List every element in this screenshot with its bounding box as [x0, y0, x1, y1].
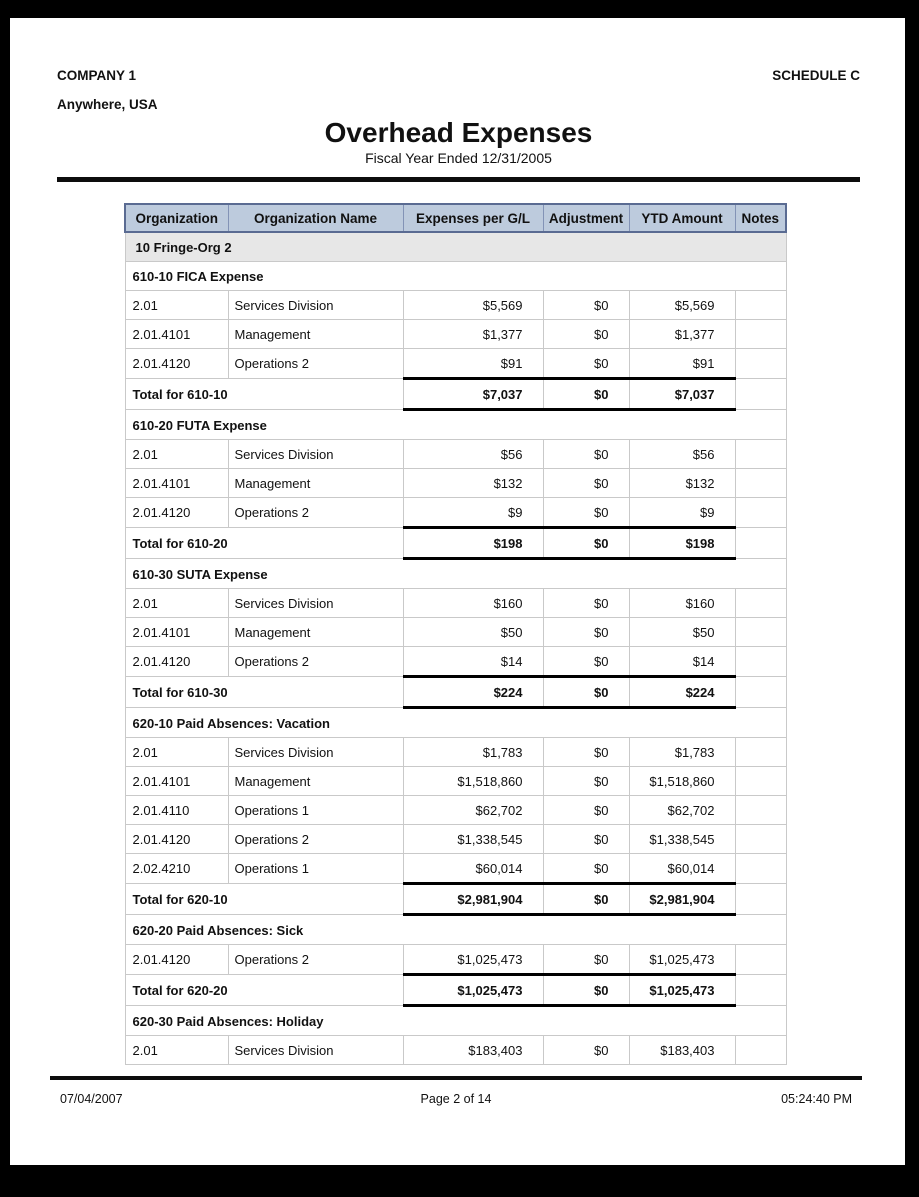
- name-cell: Management: [228, 618, 403, 647]
- ytd-cell: $1,377: [629, 320, 735, 349]
- org-group-label: 10 Fringe-Org 2: [125, 232, 786, 262]
- org-cell: 2.01.4101: [125, 767, 228, 796]
- expenses-cell: $1,338,545: [403, 825, 543, 854]
- total-adjustment-cell: $0: [543, 379, 629, 410]
- table-row: [125, 349, 786, 379]
- notes-cell: [735, 320, 786, 349]
- expenses-cell: $5,569: [403, 291, 543, 320]
- overhead-expenses-table: [124, 203, 787, 1065]
- adjustment-cell: $0: [543, 618, 629, 647]
- company-address: Anywhere, USA: [57, 97, 158, 112]
- total-ytd-cell: $2,981,904: [629, 884, 735, 915]
- notes-cell: [735, 854, 786, 884]
- notes-cell: [735, 825, 786, 854]
- notes-cell: [735, 349, 786, 379]
- table-row: [125, 469, 786, 498]
- table-row: [125, 440, 786, 469]
- name-cell: Management: [228, 767, 403, 796]
- expenses-cell: $1,518,860: [403, 767, 543, 796]
- org-cell: 2.01: [125, 440, 228, 469]
- total-expenses-cell: $2,981,904: [403, 884, 543, 915]
- table-row: [125, 767, 786, 796]
- total-label: Total for 620-10: [125, 884, 403, 915]
- notes-cell: [735, 677, 786, 708]
- expenses-cell: $1,377: [403, 320, 543, 349]
- adjustment-cell: $0: [543, 349, 629, 379]
- col-header-expenses-per-g-l: Expenses per G/L: [403, 204, 543, 232]
- total-ytd-cell: $224: [629, 677, 735, 708]
- total-ytd-cell: $198: [629, 528, 735, 559]
- total-expenses-cell: $198: [403, 528, 543, 559]
- notes-cell: [735, 647, 786, 677]
- name-cell: Operations 2: [228, 647, 403, 677]
- adjustment-cell: $0: [543, 767, 629, 796]
- org-cell: 2.01.4120: [125, 825, 228, 854]
- adjustment-cell: $0: [543, 738, 629, 767]
- name-cell: Management: [228, 320, 403, 349]
- org-group-row: [125, 232, 786, 262]
- adjustment-cell: $0: [543, 320, 629, 349]
- adjustment-cell: $0: [543, 291, 629, 320]
- expenses-cell: $14: [403, 647, 543, 677]
- notes-cell: [735, 1036, 786, 1065]
- ytd-cell: $14: [629, 647, 735, 677]
- table-row: [125, 1036, 786, 1065]
- table-row: [125, 825, 786, 854]
- notes-cell: [735, 291, 786, 320]
- ytd-cell: $91: [629, 349, 735, 379]
- total-adjustment-cell: $0: [543, 884, 629, 915]
- expenses-cell: $1,783: [403, 738, 543, 767]
- section-header-row: [125, 915, 786, 945]
- ytd-cell: $60,014: [629, 854, 735, 884]
- total-adjustment-cell: $0: [543, 975, 629, 1006]
- name-cell: Services Division: [228, 291, 403, 320]
- notes-cell: [735, 469, 786, 498]
- notes-cell: [735, 589, 786, 618]
- adjustment-cell: $0: [543, 825, 629, 854]
- total-row: [125, 528, 786, 559]
- expenses-cell: $91: [403, 349, 543, 379]
- col-header-organization: Organization: [125, 204, 228, 232]
- expenses-cell: $132: [403, 469, 543, 498]
- org-cell: 2.01: [125, 589, 228, 618]
- notes-cell: [735, 738, 786, 767]
- name-cell: Services Division: [228, 589, 403, 618]
- total-label: Total for 610-30: [125, 677, 403, 708]
- table-row: [125, 498, 786, 528]
- adjustment-cell: $0: [543, 469, 629, 498]
- section-heading: 620-30 Paid Absences: Holiday: [125, 1006, 786, 1036]
- org-cell: 2.01: [125, 291, 228, 320]
- total-adjustment-cell: $0: [543, 528, 629, 559]
- header-rule: [57, 177, 860, 182]
- adjustment-cell: $0: [543, 647, 629, 677]
- section-heading: 610-30 SUTA Expense: [125, 559, 786, 589]
- total-ytd-cell: $1,025,473: [629, 975, 735, 1006]
- name-cell: Operations 1: [228, 854, 403, 884]
- org-cell: 2.01.4110: [125, 796, 228, 825]
- section-heading: 610-20 FUTA Expense: [125, 410, 786, 440]
- adjustment-cell: $0: [543, 796, 629, 825]
- adjustment-cell: $0: [543, 498, 629, 528]
- report-title: Overhead Expenses: [324, 117, 593, 148]
- notes-cell: [735, 440, 786, 469]
- report-header: [10, 18, 905, 182]
- company-name: COMPANY 1: [57, 68, 137, 83]
- table-row: [125, 618, 786, 647]
- org-cell: 2.01.4101: [125, 320, 228, 349]
- footer-page-number: Page 2 of 14: [420, 1092, 492, 1106]
- ytd-cell: $183,403: [629, 1036, 735, 1065]
- total-row: [125, 975, 786, 1006]
- ytd-cell: $1,518,860: [629, 767, 735, 796]
- section-header-row: [125, 1006, 786, 1036]
- org-cell: 2.01.4101: [125, 469, 228, 498]
- section-header-row: [125, 262, 786, 291]
- table-row: [125, 320, 786, 349]
- section-heading: 610-10 FICA Expense: [125, 262, 786, 291]
- schedule-label: SCHEDULE C: [772, 68, 860, 83]
- name-cell: Services Division: [228, 738, 403, 767]
- total-expenses-cell: $224: [403, 677, 543, 708]
- ytd-cell: $160: [629, 589, 735, 618]
- col-header-notes: Notes: [735, 204, 786, 232]
- name-cell: Services Division: [228, 440, 403, 469]
- table-row: [125, 647, 786, 677]
- org-cell: 2.01.4120: [125, 647, 228, 677]
- notes-cell: [735, 498, 786, 528]
- section-heading: 620-10 Paid Absences: Vacation: [125, 708, 786, 738]
- notes-cell: [735, 884, 786, 915]
- name-cell: Operations 2: [228, 498, 403, 528]
- total-label: Total for 610-10: [125, 379, 403, 410]
- total-adjustment-cell: $0: [543, 677, 629, 708]
- report-page: [10, 18, 905, 1165]
- ytd-cell: $62,702: [629, 796, 735, 825]
- ytd-cell: $132: [629, 469, 735, 498]
- expenses-cell: $183,403: [403, 1036, 543, 1065]
- footer-rule: [50, 1076, 862, 1080]
- org-cell: 2.01: [125, 1036, 228, 1065]
- total-expenses-cell: $1,025,473: [403, 975, 543, 1006]
- ytd-cell: $9: [629, 498, 735, 528]
- org-cell: 2.01.4120: [125, 498, 228, 528]
- total-row: [125, 884, 786, 915]
- section-header-row: [125, 708, 786, 738]
- expenses-cell: $1,025,473: [403, 945, 543, 975]
- table-row: [125, 796, 786, 825]
- name-cell: Management: [228, 469, 403, 498]
- expenses-cell: $62,702: [403, 796, 543, 825]
- notes-cell: [735, 528, 786, 559]
- footer-date: 07/04/2007: [60, 1092, 123, 1106]
- table-header-row: [125, 204, 786, 232]
- table-row: [125, 945, 786, 975]
- expenses-cell: $160: [403, 589, 543, 618]
- expenses-cell: $9: [403, 498, 543, 528]
- section-header-row: [125, 410, 786, 440]
- adjustment-cell: $0: [543, 589, 629, 618]
- col-header-ytd-amount: YTD Amount: [629, 204, 735, 232]
- org-cell: 2.01.4120: [125, 945, 228, 975]
- adjustment-cell: $0: [543, 440, 629, 469]
- notes-cell: [735, 975, 786, 1006]
- total-expenses-cell: $7,037: [403, 379, 543, 410]
- ytd-cell: $5,569: [629, 291, 735, 320]
- ytd-cell: $1,025,473: [629, 945, 735, 975]
- section-heading: 620-20 Paid Absences: Sick: [125, 915, 786, 945]
- total-ytd-cell: $7,037: [629, 379, 735, 410]
- name-cell: Services Division: [228, 1036, 403, 1065]
- page-footer: [50, 1076, 862, 1106]
- expenses-cell: $60,014: [403, 854, 543, 884]
- expenses-cell: $50: [403, 618, 543, 647]
- ytd-cell: $56: [629, 440, 735, 469]
- col-header-organization-name: Organization Name: [228, 204, 403, 232]
- adjustment-cell: $0: [543, 945, 629, 975]
- total-label: Total for 620-20: [125, 975, 403, 1006]
- name-cell: Operations 2: [228, 945, 403, 975]
- table-row: [125, 589, 786, 618]
- name-cell: Operations 1: [228, 796, 403, 825]
- notes-cell: [735, 379, 786, 410]
- notes-cell: [735, 618, 786, 647]
- table-row: [125, 854, 786, 884]
- col-header-adjustment: Adjustment: [543, 204, 629, 232]
- org-cell: 2.01.4101: [125, 618, 228, 647]
- total-row: [125, 379, 786, 410]
- notes-cell: [735, 767, 786, 796]
- org-cell: 2.02.4210: [125, 854, 228, 884]
- notes-cell: [735, 945, 786, 975]
- total-row: [125, 677, 786, 708]
- ytd-cell: $50: [629, 618, 735, 647]
- name-cell: Operations 2: [228, 349, 403, 379]
- expenses-cell: $56: [403, 440, 543, 469]
- adjustment-cell: $0: [543, 854, 629, 884]
- ytd-cell: $1,338,545: [629, 825, 735, 854]
- ytd-cell: $1,783: [629, 738, 735, 767]
- name-cell: Operations 2: [228, 825, 403, 854]
- notes-cell: [735, 796, 786, 825]
- org-cell: 2.01.4120: [125, 349, 228, 379]
- adjustment-cell: $0: [543, 1036, 629, 1065]
- total-label: Total for 610-20: [125, 528, 403, 559]
- table-row: [125, 291, 786, 320]
- org-cell: 2.01: [125, 738, 228, 767]
- section-header-row: [125, 559, 786, 589]
- footer-time: 05:24:40 PM: [781, 1092, 852, 1106]
- report-subtitle: Fiscal Year Ended 12/31/2005: [365, 150, 552, 166]
- table-row: [125, 738, 786, 767]
